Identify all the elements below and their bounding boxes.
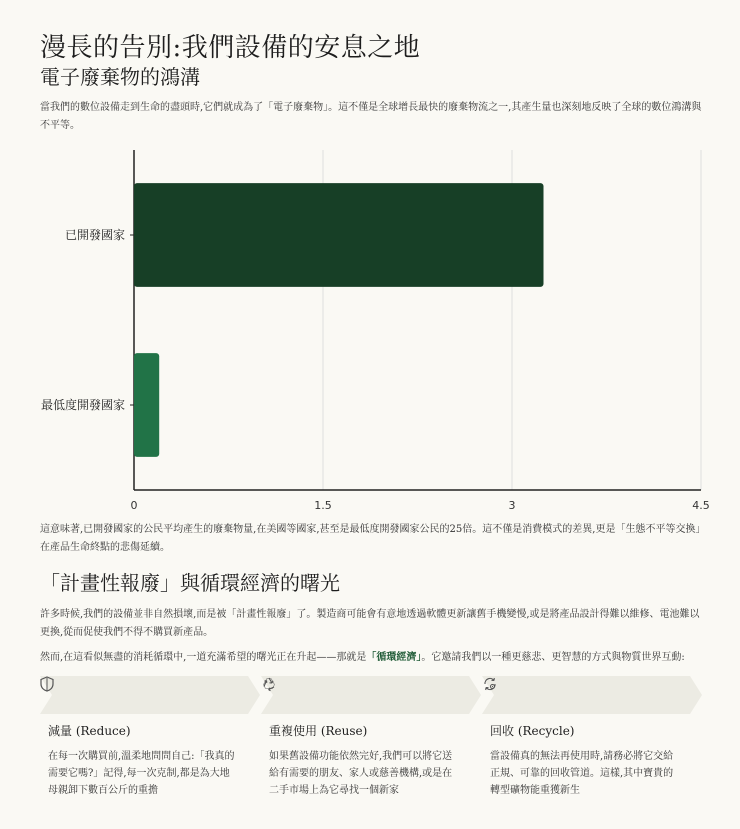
obsolescence-paragraph: 許多時候,我們的設備並非自然損壞,而是被「計畫性報廢」了。製造商可能會有意地透過軟體更新讓舊手機變慢,或是將產品設計得難以維修、電池難以更換,從而促使我們不得不購買新產品。 — [40, 609, 700, 638]
analysis-paragraph: 這意味著,已開發國家的公民平均產生的廢棄物量,在美國等國家,甚至是最低度開發國家公民的25倍。這不僅是消費模式的差異,更是「生態不平等交換」在產品生命終點的悲傷延續。 — [40, 524, 701, 553]
circular-economy-paragraph — [40, 649, 704, 667]
card-title: 回收 (Recycle) — [490, 724, 575, 738]
bar-chart — [0, 140, 740, 515]
page-subtitle: 電子廢棄物的鴻溝 — [40, 65, 200, 89]
circular-economy-highlight: 「循環經濟」 — [366, 652, 422, 663]
y-category-label: 最低度開發國家 — [40, 398, 125, 412]
intro-paragraph: 當我們的數位設備走到生命的盡頭時,它們就成為了「電子廢棄物」。這不僅是全球增長最快的廢棄物流之一,其產生量也深刻地反映了全球的數位鴻溝與不平等。 — [40, 102, 702, 131]
card-desc: 如果舊設備功能依然完好,我們可以將它送給有需要的朋友、家人或慈善機構,或是在二手市場上為它尋找一個新家 — [269, 751, 453, 796]
x-tick-label: 3 — [508, 499, 516, 512]
x-tick-label: 4.5 — [692, 499, 710, 512]
card-desc: 在每一次購買前,溫柔地問問自己:「我真的需要它嗎?」記得,每一次克制,都是為大地母親卸下數百公斤的重擔 — [48, 751, 235, 796]
x-tick-label: 1.5 — [314, 499, 332, 512]
bar — [134, 183, 544, 287]
para-text-after: 。它邀請我們以一種更慈悲、更智慧的方式與物質世界互動: — [421, 652, 685, 663]
card-reuse — [269, 722, 459, 799]
card-desc: 當設備真的無法再使用時,請務必將它交給正規、可靠的回收管道。這樣,其中寶貴的轉型礦物能重獲新生 — [490, 751, 674, 796]
circular-steps-bar — [40, 676, 702, 714]
card-title: 減量 (Reduce) — [48, 724, 131, 738]
step-reuse — [261, 676, 481, 714]
shield-icon — [40, 676, 54, 692]
y-category-label: 已開發國家 — [64, 228, 125, 242]
x-tick-label: 0 — [130, 499, 138, 512]
card-recycle — [490, 722, 680, 799]
bar — [134, 353, 159, 457]
recycle-gear-icon — [482, 676, 498, 692]
para-text-before: 然而,在這看似無盡的消耗循環中,一道充滿希望的曙光正在升起——那就是 — [40, 652, 367, 663]
step-reduce — [40, 676, 260, 714]
recycle-icon — [261, 676, 277, 692]
page-title: 漫長的告別:我們設備的安息之地 — [40, 33, 421, 63]
step-recycle — [482, 676, 702, 714]
card-reduce — [48, 722, 238, 799]
card-title: 重複使用 (Reuse) — [269, 724, 368, 738]
section-heading: 「計畫性報廢」與循環經濟的曙光 — [40, 571, 340, 595]
